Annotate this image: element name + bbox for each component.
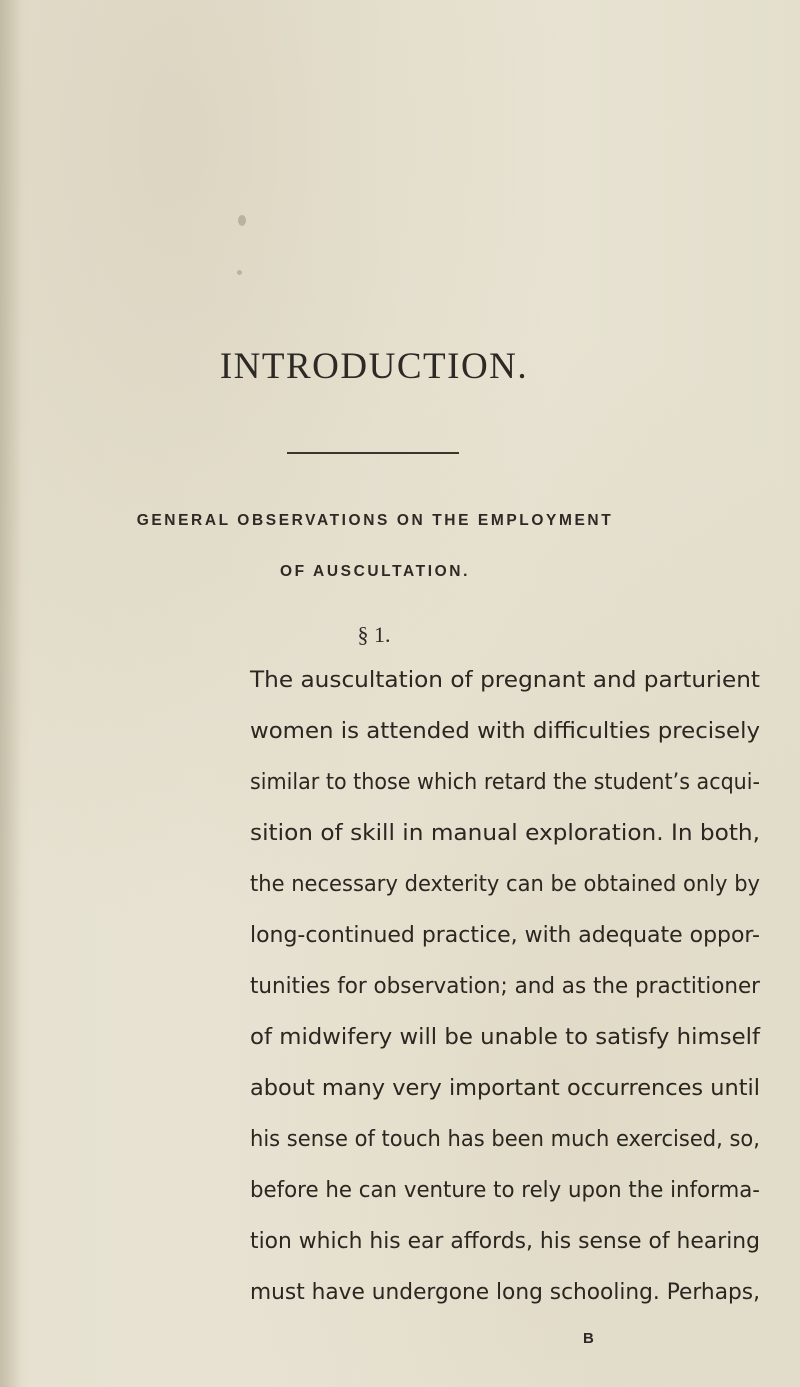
paragraph-line: of midwifery will be unable to satisfy himself [250, 1025, 760, 1050]
paragraph-line: similar to those which retard the student’s acqui- [250, 770, 760, 795]
subheading-line-2: OF AUSCULTATION. [280, 563, 470, 580]
paragraph-line: women is attended with difficulties precisely [250, 719, 760, 744]
paragraph-line: about many very important occurrences until [250, 1076, 760, 1101]
paragraph-line: his sense of touch has been much exercised, so, [250, 1127, 760, 1152]
paragraph-line: the necessary dexterity can be obtained only by [250, 872, 761, 897]
section-number: § 1. [357, 622, 391, 647]
paragraph-line: long-continued practice, with adequate oppor- [250, 923, 760, 948]
page-title: INTRODUCTION. [219, 346, 529, 387]
paper-blemish [237, 270, 242, 275]
paragraph-line: sition of skill in manual exploration. In both, [250, 821, 761, 846]
paragraph-line: The auscultation of pregnant and parturient [250, 668, 761, 693]
title-divider [287, 452, 459, 454]
subheading-line-1: GENERAL OBSERVATIONS ON THE EMPLOYMENT [136, 512, 614, 529]
paragraph-line: must have undergone long schooling. Perhaps, [250, 1280, 760, 1305]
signature-mark: B [583, 1330, 594, 1347]
paragraph-line: before he can venture to rely upon the informa- [250, 1178, 760, 1203]
paragraph-line: tunities for observation; and as the practitioner [250, 974, 760, 999]
paper-blemish [238, 215, 246, 226]
gutter-shadow [0, 0, 22, 1387]
paragraph-line: tion which his ear affords, his sense of hearing [250, 1229, 760, 1254]
